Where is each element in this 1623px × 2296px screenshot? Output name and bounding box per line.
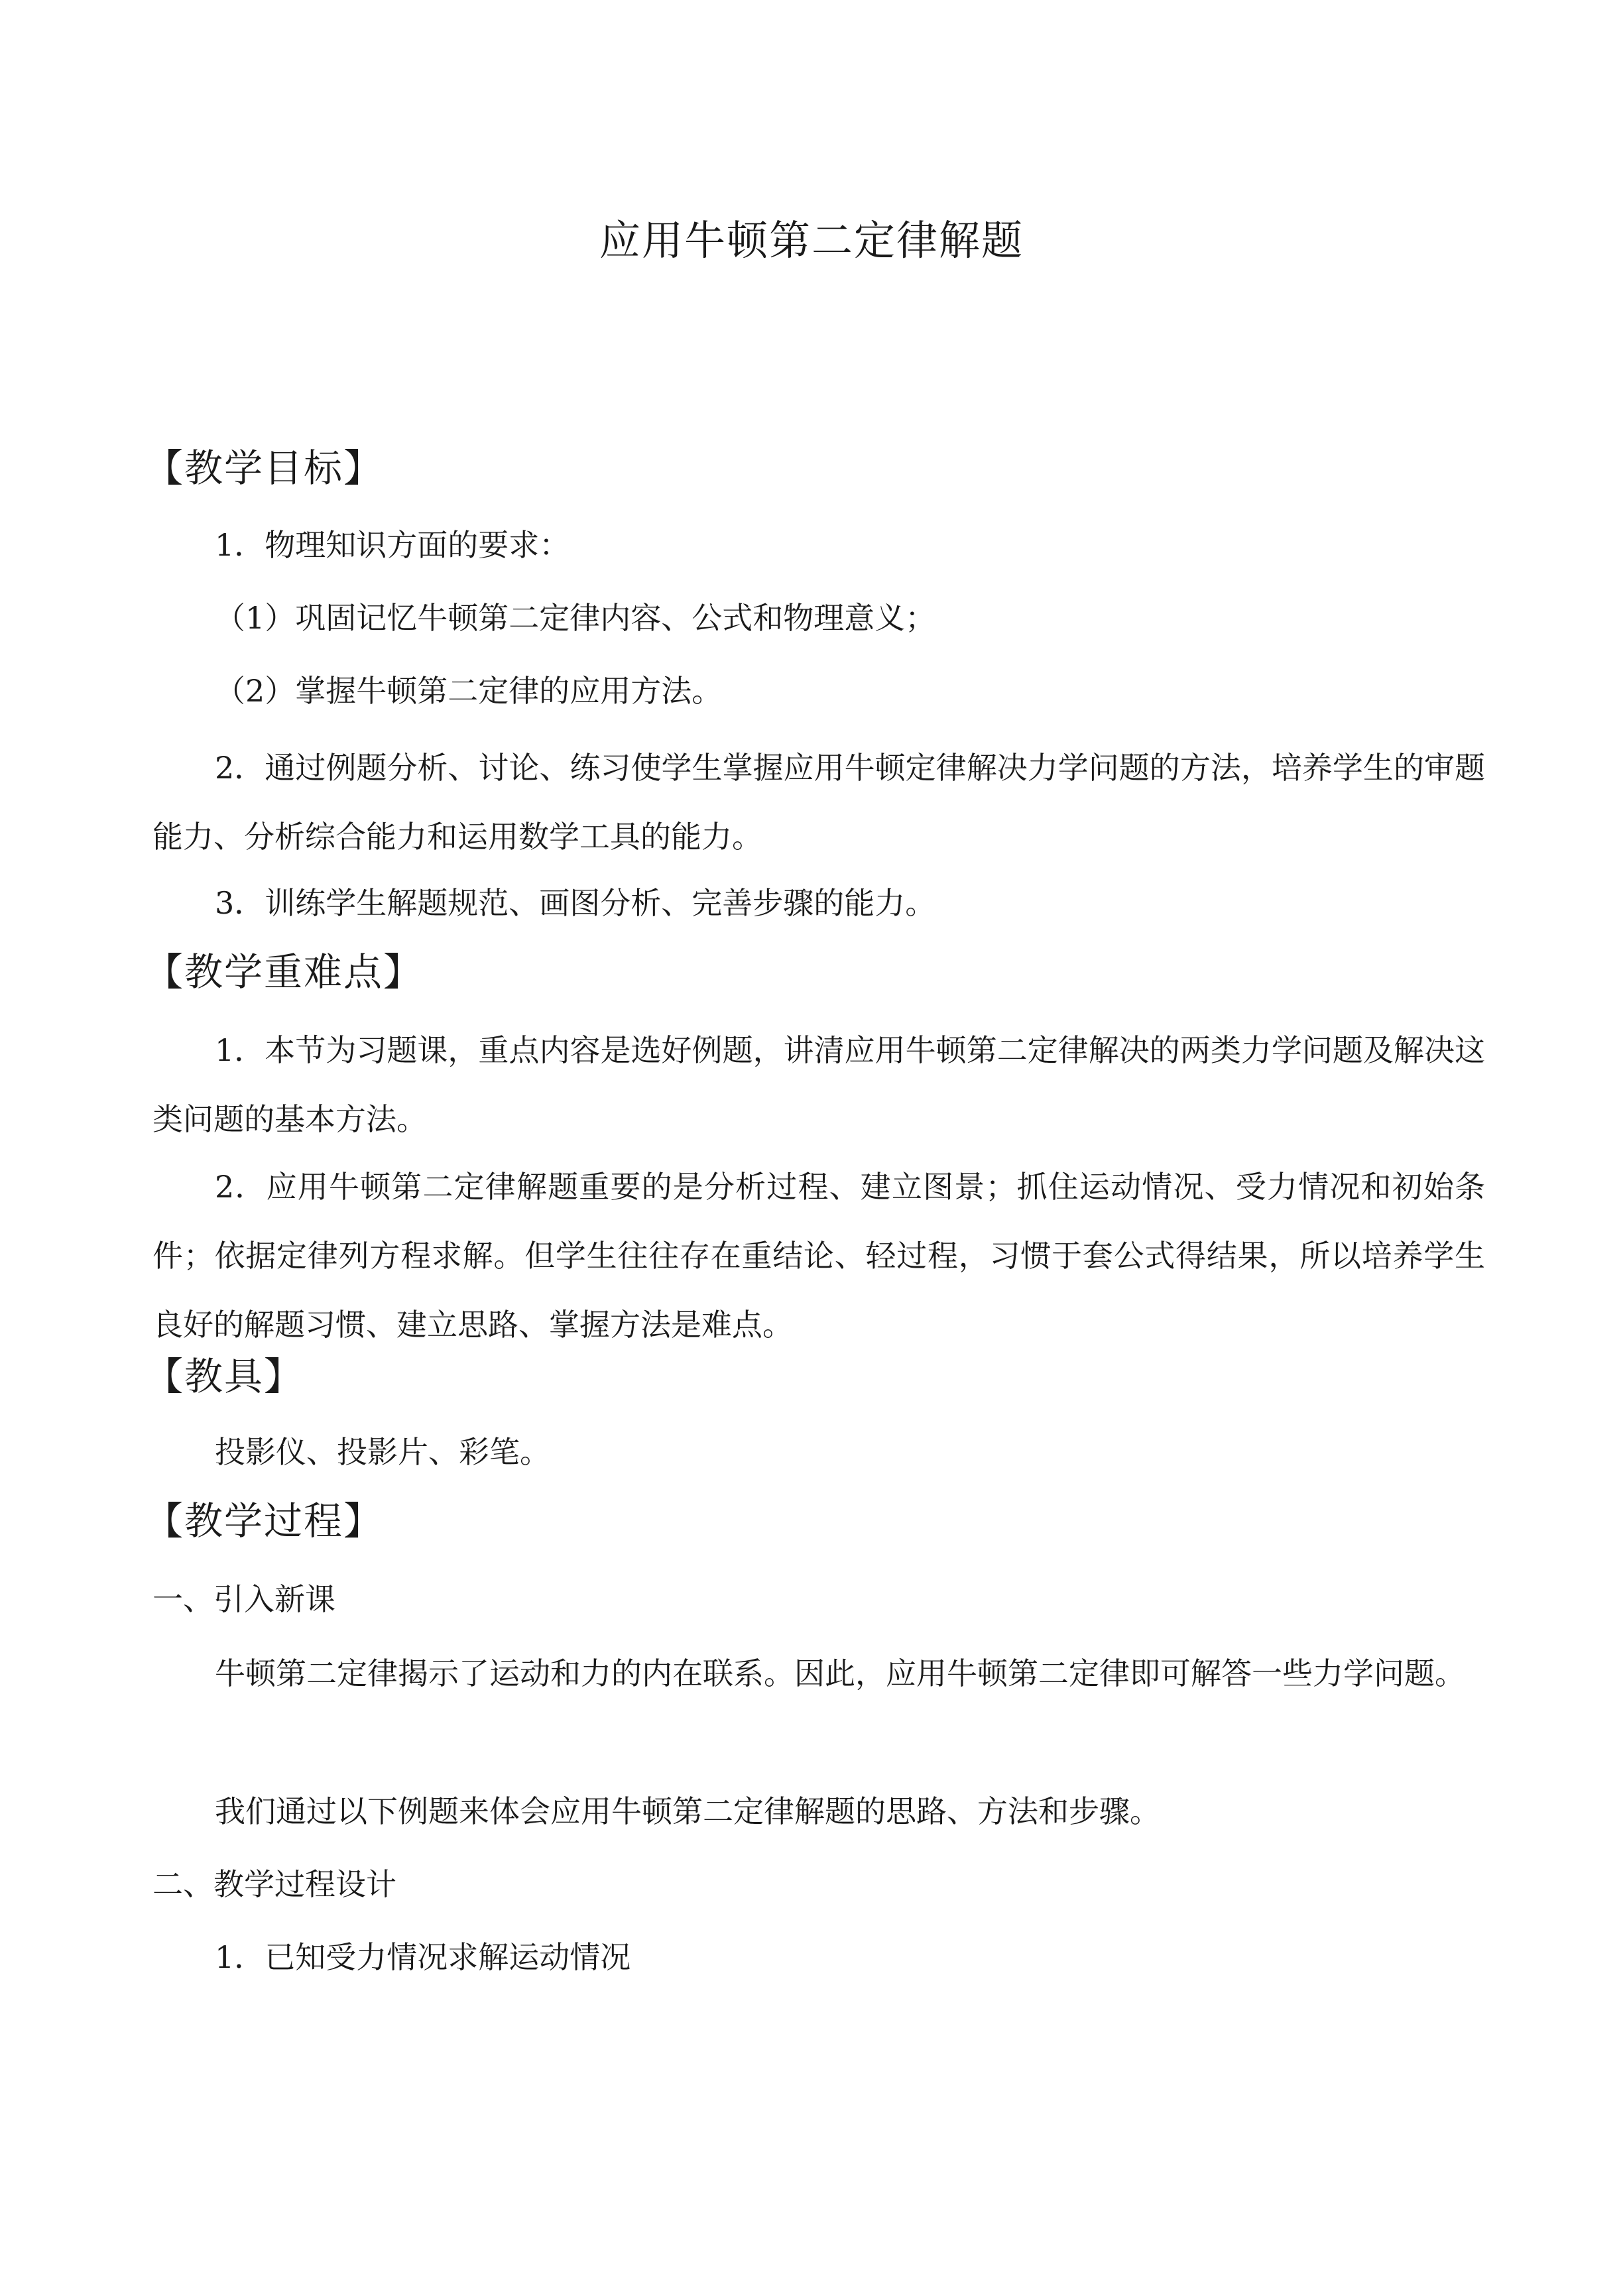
objectives-item-2: 2．通过例题分析、讨论、练习使学生掌握应用牛顿定律解决力学问题的方法，培养学生的审题能力、分析综合能力和运用数学工具的能力。 (152, 750, 1485, 855)
process-part-2-title: 二、教学过程设计 (152, 1866, 396, 1902)
process-part-1-title: 一、引入新课 (152, 1581, 335, 1617)
tools-text: 投影仪、投影片、彩笔。 (215, 1434, 550, 1470)
objectives-item-1-sub-2: （2）掌握牛顿第二定律的应用方法。 (215, 673, 723, 709)
objectives-item-3: 3．训练学生解题规范、画图分析、完善步骤的能力。 (215, 885, 936, 921)
objectives-item-1-sub-1: （1）巩固记忆牛顿第二定律内容、公式和物理意义； (215, 600, 936, 636)
key-points-heading: 【教学重难点】 (145, 949, 424, 995)
process-heading: 【教学过程】 (145, 1498, 384, 1543)
key-points-item-1: 1．本节为习题课，重点内容是选好例题，讲清应用牛顿第二定律解决的两类力学问题及解决这类问题的基本方法。 (152, 1032, 1485, 1137)
objectives-item-1: 1．物理知识方面的要求： (215, 527, 570, 563)
process-part-1-para-1: 牛顿第二定律揭示了运动和力的内在联系。因此，应用牛顿第二定律即可解答一些力学问题。 (215, 1656, 1465, 1691)
process-part-2-item-1: 1．已知受力情况求解运动情况 (215, 1939, 631, 1975)
tools-heading: 【教具】 (145, 1354, 304, 1399)
process-part-1-para-2: 我们通过以下例题来体会应用牛顿第二定律解题的思路、方法和步骤。 (215, 1793, 1160, 1829)
objectives-heading: 【教学目标】 (145, 446, 384, 491)
key-points-item-2: 2．应用牛顿第二定律解题重要的是分析过程、建立图景；抓住运动情况、受力情况和初始条件；依据定律列方程求解。但学生往往存在重结论、轻过程，习惯于套公式得结果，所以培养学生良好的解题习惯、建立思路、掌握方法是难点。 (152, 1169, 1485, 1343)
page-title: 应用牛顿第二定律解题 (599, 216, 1024, 265)
